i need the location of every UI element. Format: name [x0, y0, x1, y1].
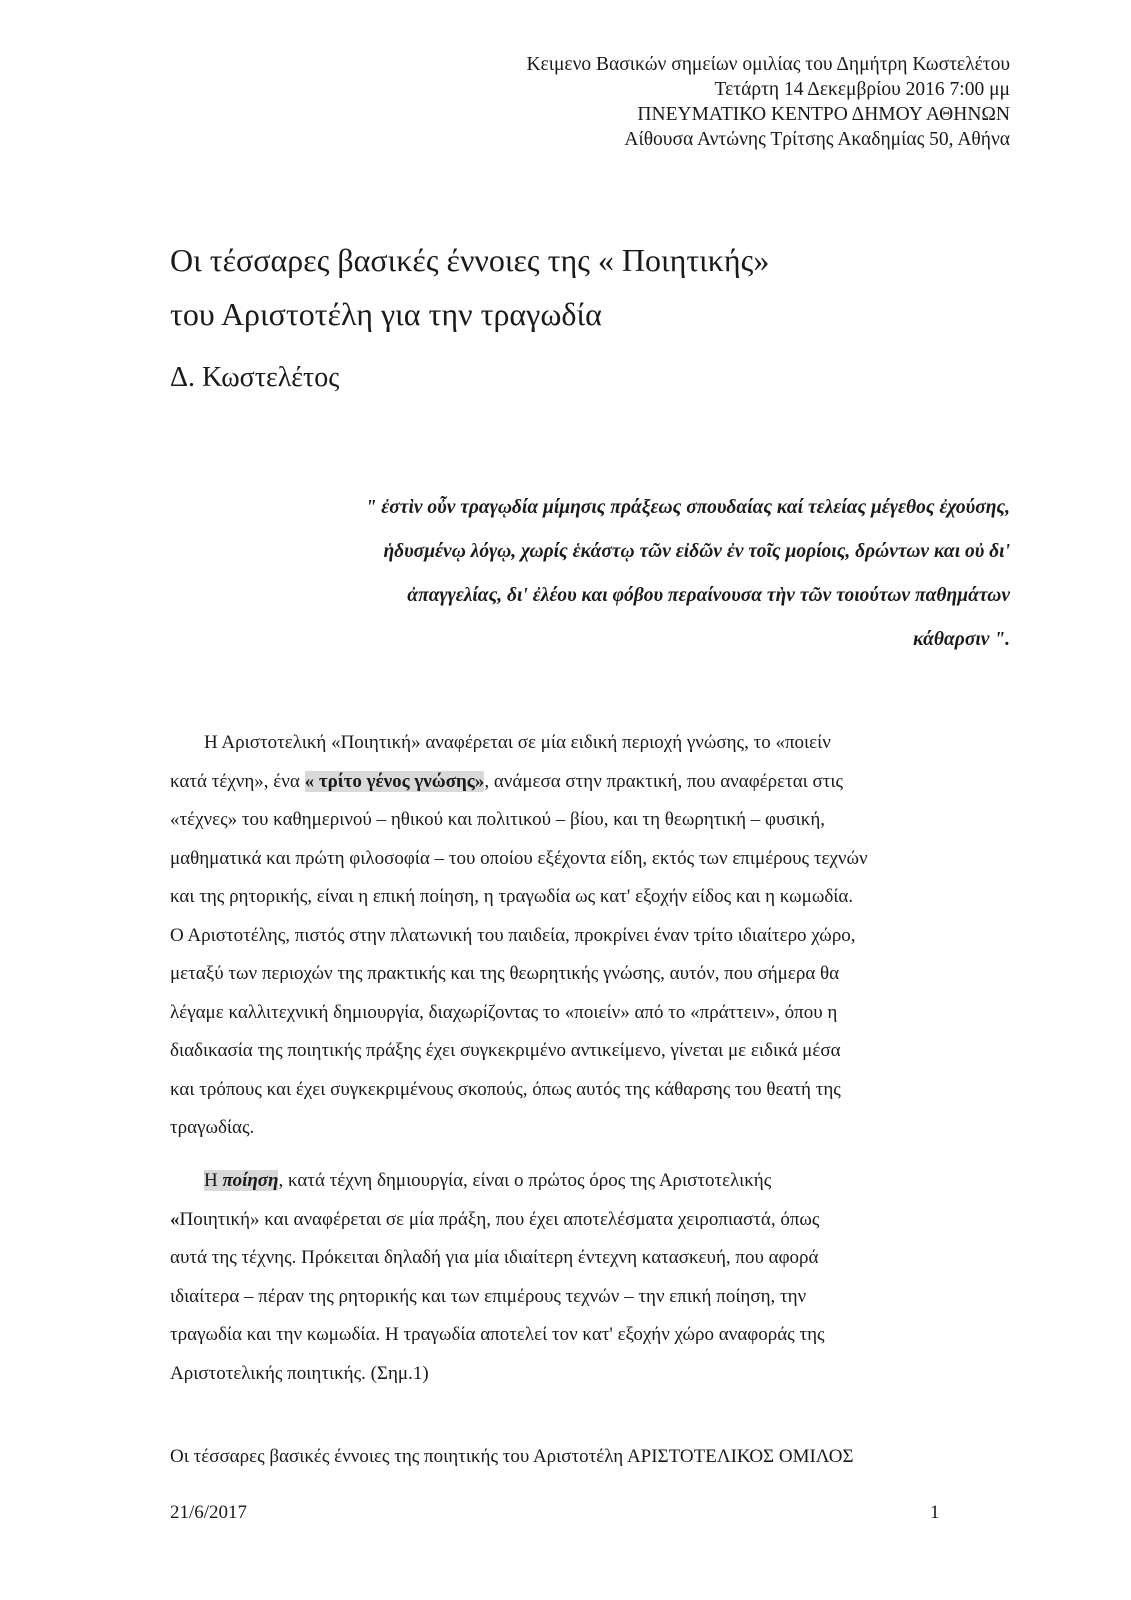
text-span: κατά τέχνη», ένα [170, 770, 305, 792]
text-line: τραγωδία και την κωμωδία. Η τραγωδία αποτελεί τον κατ' εξοχήν χώρο αναφοράς της [170, 1324, 825, 1345]
header-line: Αίθουσα Αντώνης Τρίτσης Ακαδημίας 50, Αθήνα [624, 129, 1010, 150]
text-line: τραγωδίας. [170, 1117, 255, 1138]
paragraph-1 [170, 724, 1010, 1148]
bold-quote-mark: « [170, 1208, 180, 1230]
text-line: ιδιαίτερα – πέραν της ρητορικής και των επιμέρους τεχνών – την επική ποίηση, την [170, 1285, 807, 1307]
page-number: 1 [930, 1502, 940, 1523]
footer-date: 21/6/2017 [170, 1502, 248, 1523]
text-line: και της ρητορικής, είναι η επική ποίηση, η τραγωδία ως κατ' εξοχήν είδος και η κωμωδία. [170, 886, 854, 907]
text-line: Η Αριστοτελική «Ποιητική» αναφέρεται σε μία ειδική περιοχή γνώσης, το «ποιείν [204, 732, 831, 753]
text-line: και τρόπους και έχει συγκεκριμένους σκοπούς, όπως αυτός της κάθαρσης του θεατή της [170, 1078, 841, 1100]
header-line: Τετάρτη 14 Δεκεμβρίου 2016 7:00 μμ [714, 79, 1010, 100]
text-line: διαδικασία της ποιητικής πράξης έχει συγκεκριμένο αντικείμενο, γίνεται με ειδικά μέσα [170, 1040, 841, 1061]
header-block [526, 52, 1010, 152]
title-line: Οι τέσσαρες βασικές έννοιες της « Ποιητικής» [170, 242, 770, 278]
footer-title: Οι τέσσαρες βασικές έννοιες της ποιητικής του Αριστοτέλη ΑΡΙΣΤΟΤΕΛΙΚΟΣ ΟΜΙΛΟΣ [170, 1446, 854, 1467]
text-line [170, 763, 1010, 802]
highlighted-term: « τρίτο γένος γνώσης» [304, 770, 485, 792]
epigraph-quote [190, 486, 1010, 662]
text-line: αυτά της τέχνης. Πρόκειται δηλαδή για μία ιδιαίτερη έντεχνη κατασκευή, που αφορά [170, 1247, 819, 1268]
text-line [170, 1201, 1010, 1240]
bold-italic-term: ποίηση [222, 1170, 279, 1191]
highlighted-term [204, 1170, 278, 1191]
quote-line: " ἐστὶν οὖν τραγῳδία μίμησις πράξεως σπουδαίας καί τελείας μέγεθος ἐχούσης, [365, 497, 1010, 518]
quote-line: ἡδυσμένῳ λόγῳ, χωρίς ἑκάστῳ τῶν εἰδῶν ἐν τοῖς μορίοις, δρώντων και οὐ δι' [383, 541, 1010, 562]
title-line: του Αριστοτέλη για την τραγωδία [170, 296, 602, 332]
paragraph-2 [170, 1162, 1010, 1393]
text-line: μαθηματικά και πρώτη φιλοσοφία – του οποίου εξέχοντα είδη, εκτός των επιμέρους τεχνών [170, 847, 868, 869]
text-line: μεταξύ των περιοχών της πρακτικής και της θεωρητικής γνώσης, αυτόν, που σήμερα θα [170, 963, 840, 984]
text-line: Αριστοτελικής ποιητικής. (Σημ.1) [170, 1362, 429, 1384]
quote-line: ἀπαγγελίας, δι' ἐλέου και φόβου περαίνουσα τὴν τῶν τοιούτων παθημάτων [407, 585, 1010, 606]
text-line: Ο Αριστοτέλης, πιστός στην πλατωνική του παιδεία, προκρίνει έναν τρίτο ιδιαίτερο χώρο, [170, 924, 856, 946]
text-span: Ποιητική» και αναφέρεται σε μία πράξη, που έχει αποτελέσματα χειροπιαστά, όπως [179, 1208, 820, 1230]
document-title [170, 233, 769, 341]
author-name: Δ. Κωστελέτος [170, 362, 340, 393]
header-line: Κειμενο Βασικών σημείων ομιλίας του Δημήτρη Κωστελέτου [526, 54, 1010, 75]
text-span: , κατά τέχνη δημιουργία, είναι ο πρώτος όρος της Αριστοτελικής [278, 1170, 772, 1191]
text-span: Η [204, 1170, 223, 1191]
header-line: ΠΝΕΥΜΑΤΙΚΟ ΚΕΝΤΡΟ ΔΗΜΟΥ ΑΘΗΝΩΝ [637, 104, 1010, 125]
quote-line: κάθαρσιν ". [913, 629, 1010, 650]
text-line: «τέχνες» του καθημερινού – ηθικού και πολιτικού – βίου, και τη θεωρητική – φυσική, [170, 809, 825, 830]
text-line: λέγαμε καλλιτεχνική δημιουργία, διαχωρίζοντας το «ποιείν» από το «πράττειν», όπου η [170, 1001, 838, 1023]
text-span: , ανάμεσα στην πρακτική, που αναφέρεται στις [484, 770, 844, 792]
text-line [170, 1162, 1010, 1201]
